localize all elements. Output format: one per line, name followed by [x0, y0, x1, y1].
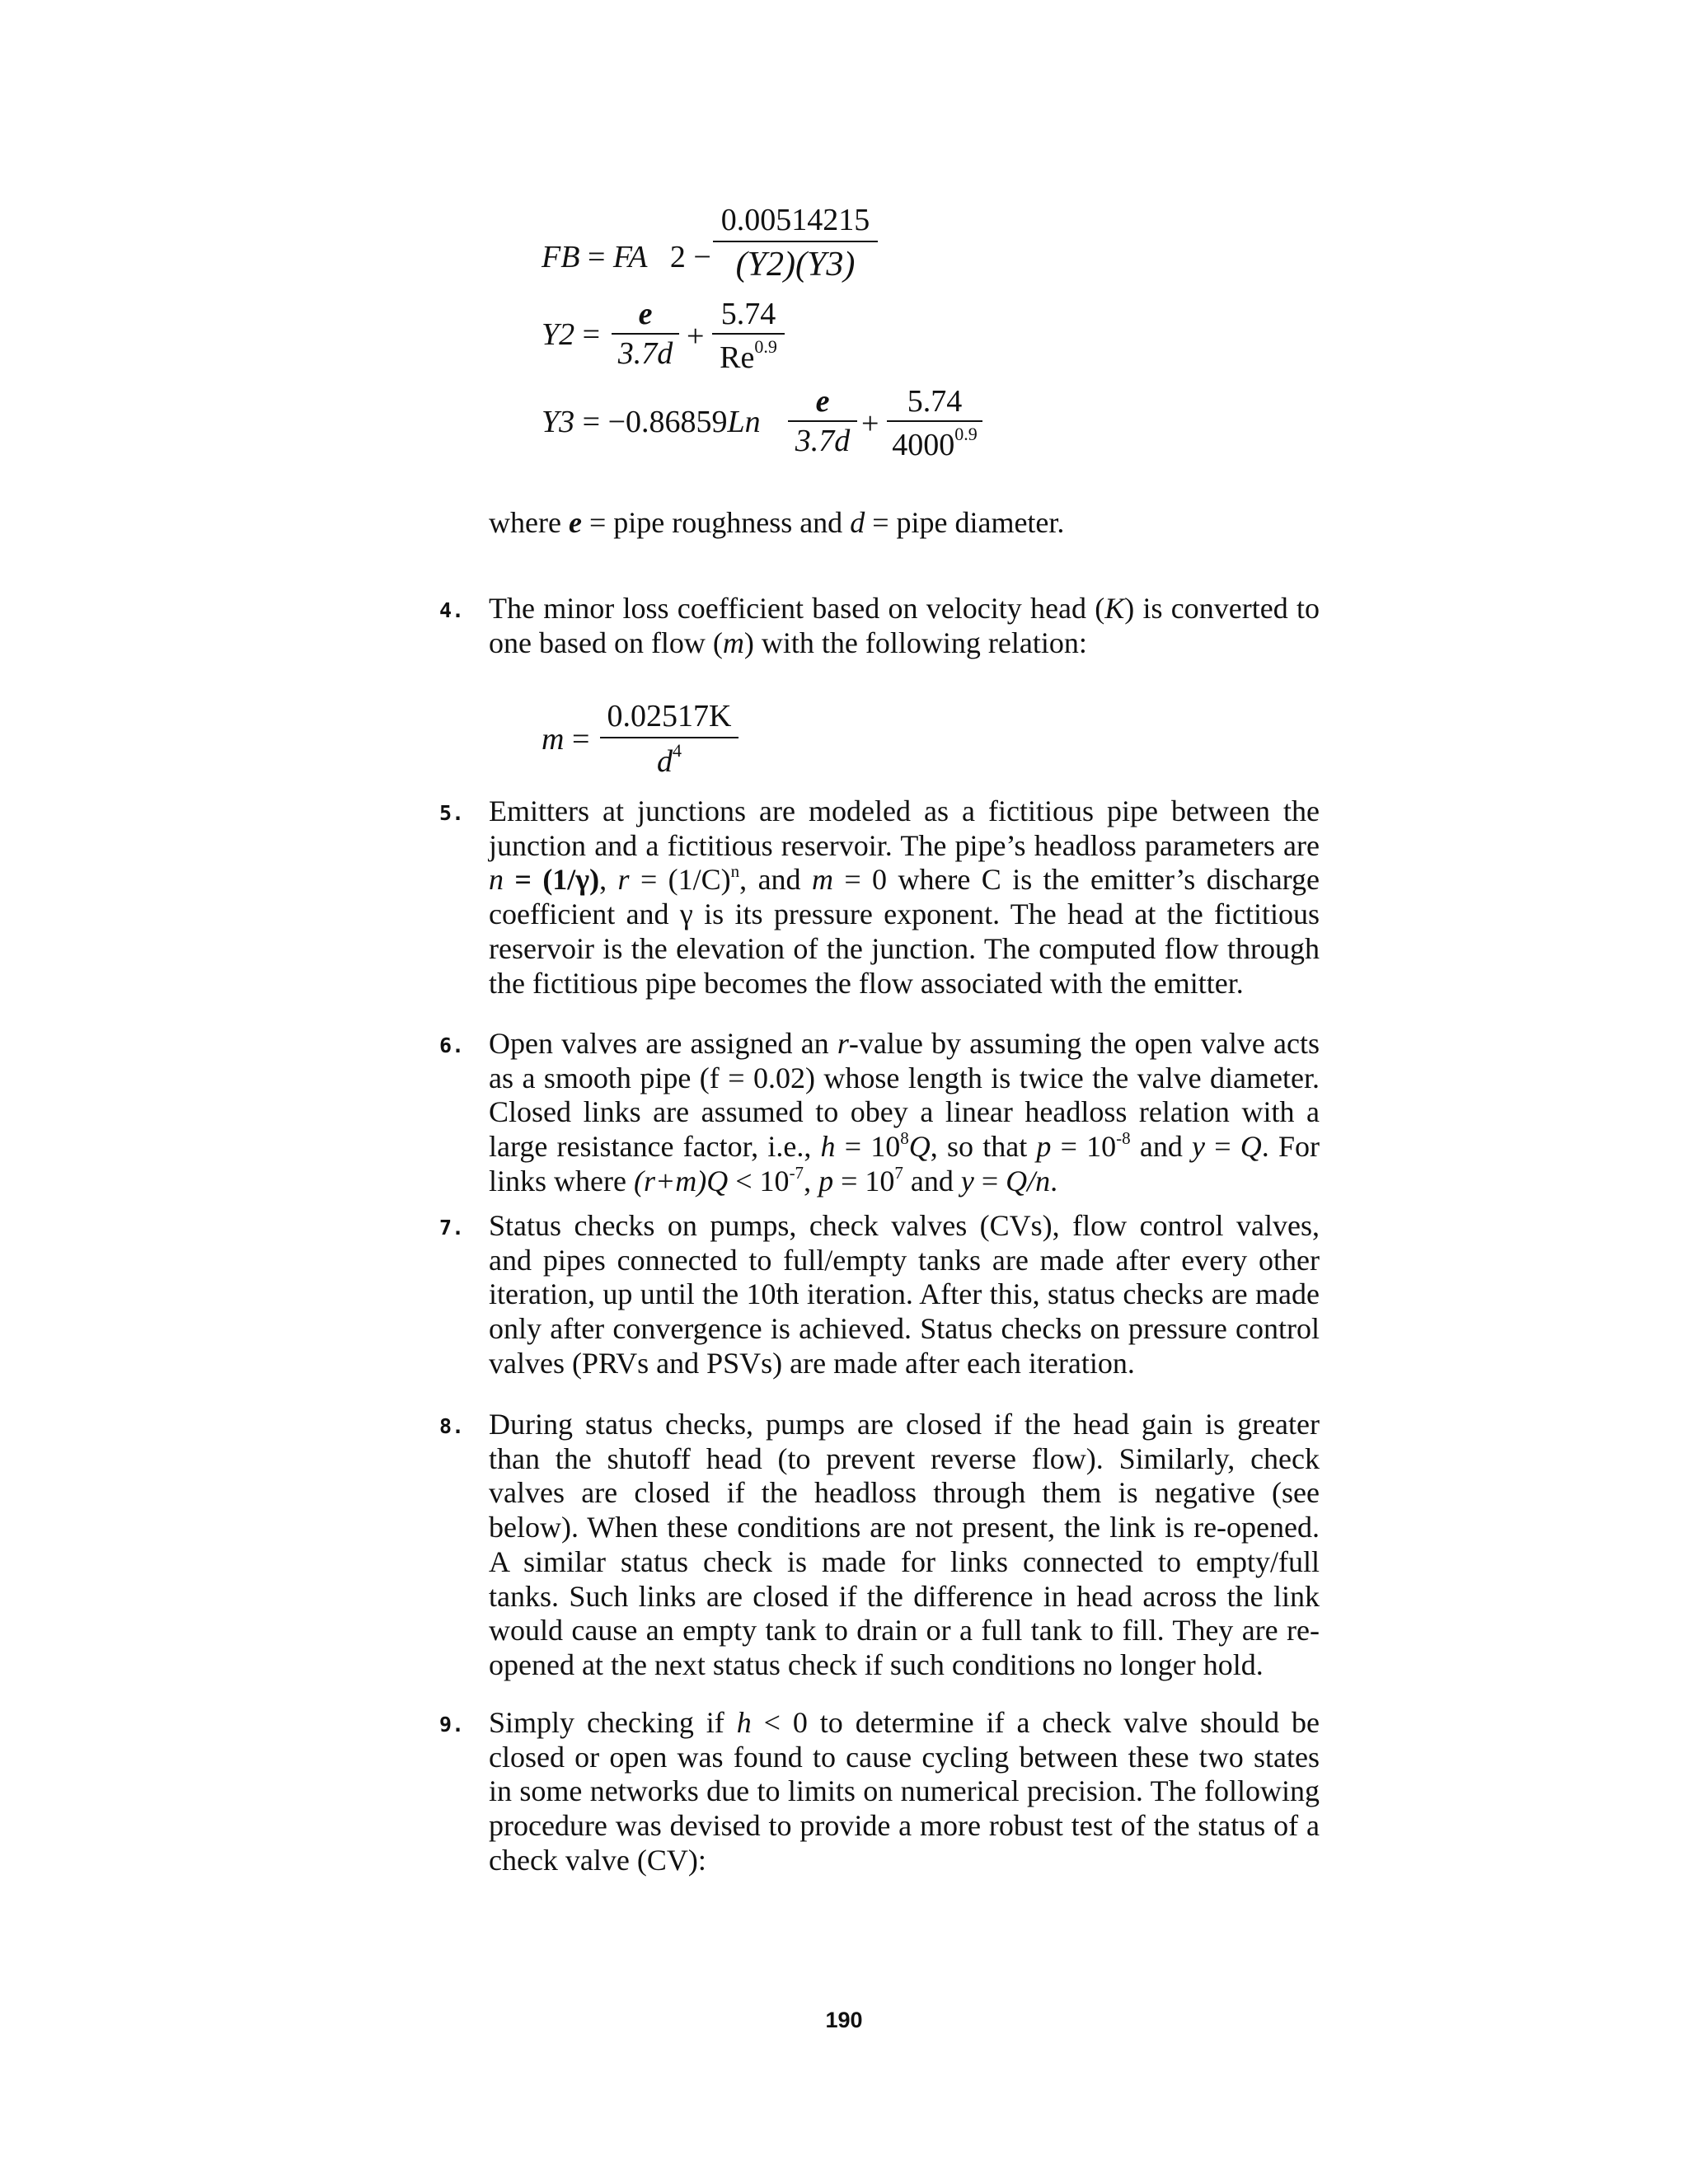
item-8-text: During status checks, pumps are closed if the head gain is greater than the shutoff head (to prevent reverse flow). Similarly, check valves are closed if the headloss through them is negative (see below). When these conditions are not present, the link is re-opened. A similar status check is made for links connected to empty/full tanks. Such links are closed if the difference in head across the link would cause an empty tank to drain or a full tank to fill. They are re-opened at the next status check if such conditions no longer hold.: [489, 1408, 1320, 1681]
eq-m-numerator: 0.02517K: [607, 699, 732, 733]
where-text-c: = pipe diameter.: [865, 506, 1065, 539]
eq-m-d: d: [657, 744, 673, 779]
item-6-number: 6.: [439, 1033, 465, 1057]
eq-fb-lhs: FB: [542, 240, 580, 274]
eq-y2-lhs: Y2: [542, 317, 575, 352]
item-5-comma: ,: [599, 863, 618, 897]
eq-fb-two: 2: [669, 240, 686, 274]
item-6-y2: y: [960, 1164, 974, 1197]
item-6-p2: p: [818, 1164, 834, 1197]
eq-y3-4000: 4000: [892, 428, 955, 462]
item-8-number: 8.: [439, 1414, 465, 1438]
item-6-qn: Q/n: [1006, 1164, 1051, 1197]
where-text-e: e: [568, 506, 582, 539]
where-text-a: where: [489, 506, 569, 539]
item-6-d: , so that: [930, 1130, 1037, 1164]
eq-fb-fa: FA: [612, 240, 648, 274]
where-text-d: d: [850, 506, 865, 539]
eq-y3-coefficient: −0.86859: [607, 405, 728, 439]
eq-y3-plus: +: [861, 406, 879, 441]
eq-fb-denominator: (Y2)(Y3): [735, 246, 856, 284]
eq-fb-numerator: 0.00514215: [720, 203, 870, 237]
eq-y2-roughness: e: [638, 297, 653, 331]
item-5-m: m: [811, 863, 833, 897]
item-5-n: n: [489, 863, 504, 897]
item-6-i: < 10: [728, 1164, 790, 1197]
item-6-text: [489, 1027, 1320, 1199]
eq-y2-fraction-2: [712, 298, 785, 373]
eq-y3-exponent: 0.9: [954, 424, 978, 444]
eq-y2-plus: +: [687, 319, 705, 354]
item-4-a: The minor loss coefficient based on velocity head (: [489, 592, 1105, 625]
item-4-c: ) with the following relation:: [743, 626, 1087, 659]
item-5-c: = (1/C): [629, 863, 731, 897]
item-4-b: ) is converted to one based on flow (: [489, 592, 1320, 659]
equation-m: [542, 724, 589, 755]
eq-fb-fraction: [713, 204, 878, 282]
item-6-q2: Q: [1240, 1130, 1262, 1164]
where-text-b: = pipe roughness and: [581, 506, 851, 539]
item-6-h: h: [820, 1130, 836, 1164]
item-7-number: 7.: [439, 1216, 465, 1240]
item-6-h2: . For links where: [489, 1130, 1320, 1197]
item-6-g: =: [1205, 1130, 1240, 1164]
eq-y3-equals: =: [582, 405, 601, 439]
item-6-sup7: 7: [894, 1162, 903, 1183]
eq-y3-lhs: Y3: [542, 405, 575, 439]
item-6-y: y: [1192, 1130, 1206, 1164]
eq-fb-minus: −: [693, 240, 711, 274]
eq-y2-exponent: 0.9: [754, 336, 777, 357]
eq-m-fraction: [600, 701, 738, 777]
item-6-r: r: [837, 1027, 849, 1060]
eq-y3-ln: Ln: [727, 405, 761, 439]
item-6-a: Open valves are assigned an: [489, 1027, 837, 1060]
item-7-text: Status checks on pumps, check valves (CVs), flow control valves, and pipes connected to full/empty tanks are made after every other iteration, up until the 10th iteration. After this, status checks are made only after convergence is achieved. Status checks on pressure control valves (PRVs and PSVs) are made after each iteration.: [489, 1209, 1320, 1380]
eq-y2-denominator-1: 3.7d: [617, 336, 673, 371]
item-6-supm8: -8: [1116, 1128, 1131, 1149]
item-4-m: m: [722, 626, 744, 659]
item-6-c: = 10: [835, 1130, 901, 1164]
where-text: [489, 506, 1320, 541]
eq-y2-equals: =: [582, 317, 601, 352]
item-5-a: Emitters at junctions are modeled as a fictitious pipe between the junction and a fictitious reservoir. The pipe’s headloss parameters are: [489, 794, 1320, 862]
item-6-m: =: [973, 1164, 1006, 1197]
item-6-f: and: [1130, 1130, 1193, 1164]
item-4-k: K: [1104, 592, 1125, 625]
eq-y3-fraction-2: [887, 386, 982, 461]
eq-y2-re: Re: [720, 340, 755, 375]
item-6-p: p: [1036, 1130, 1052, 1164]
eq-y3-numerator-2: 5.74: [907, 384, 963, 419]
item-5-b: = (1/γ): [504, 863, 600, 897]
item-9-h: h: [736, 1706, 752, 1739]
item-5-sup-n: n: [730, 861, 740, 882]
item-9-text: [489, 1706, 1320, 1878]
eq-y3-fraction-1: [788, 386, 857, 457]
equation-y2: [542, 319, 600, 350]
item-5-number: 5.: [439, 801, 465, 825]
eq-m-equals: =: [571, 722, 590, 757]
item-6-supm7: -7: [789, 1162, 804, 1183]
eq-y2-numerator-2: 5.74: [720, 297, 776, 331]
item-9-a: Simply checking if: [489, 1706, 737, 1739]
item-6-k: = 10: [833, 1164, 895, 1197]
eq-y2-fraction-1: [612, 298, 679, 369]
item-6-rm: (r+m)Q: [633, 1164, 729, 1197]
eq-y3-denominator-1: 3.7d: [795, 424, 851, 458]
item-5-r: r: [617, 863, 630, 897]
item-6-b: -value by assuming the open valve acts as a smooth pipe (f = 0.02) whose length is twice the valve diameter. Closed links are assumed to obey a linear headloss relation with a large resistance factor, i.e.,: [489, 1027, 1320, 1164]
item-6-e: = 10: [1051, 1130, 1117, 1164]
item-9-b: < 0 to determine if a check valve should be closed or open was found to cause cycling between these two states in some networks due to limits on numerical precision. The following procedure was devised to provide a more robust test of the status of a check valve (CV):: [489, 1706, 1320, 1877]
item-5-text: [489, 794, 1320, 1001]
eq-m-exponent: 4: [673, 740, 682, 761]
item-6-sup8: 8: [900, 1128, 909, 1149]
item-6-q: Q: [908, 1130, 931, 1164]
item-4-text: [489, 592, 1320, 660]
item-4-number: 4.: [439, 598, 465, 622]
eq-fb-equals: =: [587, 240, 606, 274]
page-number: 190: [825, 2008, 863, 2032]
item-6-j: ,: [804, 1164, 819, 1197]
item-5-e: = 0 where C is the emitter’s discharge coefficient and γ is its pressure exponent. The head at the fictitious reservoir is the elevation of the junction. The computed flow through the fictitious pipe becomes the flow associated with the emitter.: [489, 863, 1320, 1000]
eq-y3-roughness: e: [815, 384, 830, 419]
equation-y3: [542, 406, 761, 438]
item-6-l: and: [903, 1164, 961, 1197]
item-9-number: 9.: [439, 1713, 465, 1736]
item-5-d: , and: [739, 863, 812, 897]
eq-m-lhs: m: [542, 722, 565, 757]
equation-fb: [542, 241, 711, 273]
item-6-end: .: [1050, 1164, 1058, 1197]
